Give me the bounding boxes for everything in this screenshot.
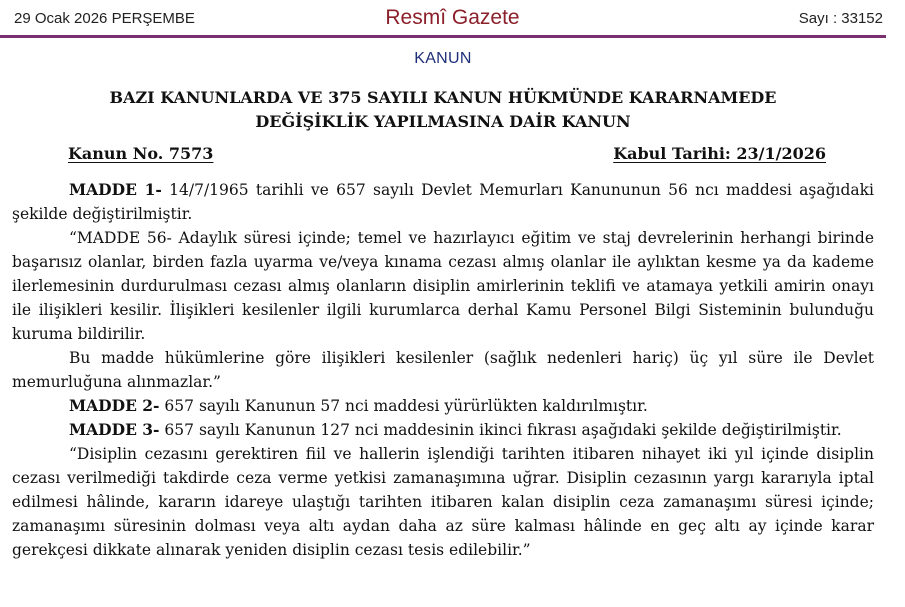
law-title xyxy=(0,86,886,134)
document-type: KANUN xyxy=(414,50,472,67)
header-divider xyxy=(0,35,886,38)
issue-number: Sayı : 33152 xyxy=(798,10,883,27)
article-label: MADDE 3- xyxy=(69,420,160,439)
acceptance-date: Kabul Tarihi: 23/1/2026 xyxy=(613,144,826,163)
article-3-quote: “Disiplin cezasını gerektiren fiil ve hallerin işlendiği tarihten itibaren nihayet iki yıl içinde disiplin cezası verilmediği takdirde ceza verme yetkisi zamanaşımına uğrar. Disiplin cezasının yargı kararıyla iptal edilmesi hâlinde, kararın idareye ulaştığı tarihten itibaren kalan disiplin ceza zamanaşımı süresi içinde; zamanaşımı süresinin dolması veya altı aydan daha az süre kalması hâlinde en geç altı ay içinde karar gerekçesi dikkate alınarak yeniden disiplin cezası tesis edilebilir.” xyxy=(12,445,874,559)
article-label: MADDE 1- xyxy=(69,180,162,199)
gazette-header xyxy=(0,0,905,38)
article-text: 657 sayılı Kanunun 127 nci maddesinin ikinci fıkrası aşağıdaki şekilde değiştirilmiştir. xyxy=(159,421,842,439)
law-title-line-1: BAZI KANUNLARDA VE 375 SAYILI KANUN HÜKMÜNDE KARARNAMEDE xyxy=(109,88,777,107)
article-1 xyxy=(12,178,874,226)
article-label: MADDE 2- xyxy=(69,396,160,415)
gazette-title: Resmî Gazete xyxy=(385,6,520,29)
article-1-quote-paragraph-2: Bu madde hükümlerine göre ilişikleri kesilenler (sağlık nedenleri hariç) üç yıl süre ile Devlet memurluğuna alınmazlar.” xyxy=(12,349,874,391)
article-text: 14/7/1965 tarihli ve 657 sayılı Devlet Memurları Kanununun 56 ncı maddesi aşağıdaki şekilde değiştirilmiştir. xyxy=(12,181,874,223)
law-body xyxy=(12,178,874,562)
law-title-line-2: DEĞİŞİKLİK YAPILMASINA DAİR KANUN xyxy=(255,112,631,131)
law-number: Kanun No. 7573 xyxy=(68,144,214,163)
article-1-quote-paragraph-1: “MADDE 56- Adaylık süresi içinde; temel ve hazırlayıcı eğitim ve staj devrelerinin herhangi birinde başarısız olanlar, birden fazla uyarma ve/veya kınama cezası almış olanlar ile aylıktan kesme ya da kademe ilerlemesinin durdurulması cezası almış olanların disiplin amirlerinin teklifi ve atamaya yetkili amirin onayı ile ilişikleri kesilir. İlişikleri kesilenler ilgili kurumlarca derhal Kamu Personel Bilgi Sisteminin bulunduğu kuruma bildirilir. xyxy=(12,229,874,343)
article-text: 657 sayılı Kanunun 57 nci maddesi yürürlükten kaldırılmıştır. xyxy=(159,397,648,415)
article-3 xyxy=(12,418,874,442)
issue-date: 29 Ocak 2026 PERŞEMBE xyxy=(14,10,195,27)
article-2 xyxy=(12,394,874,418)
